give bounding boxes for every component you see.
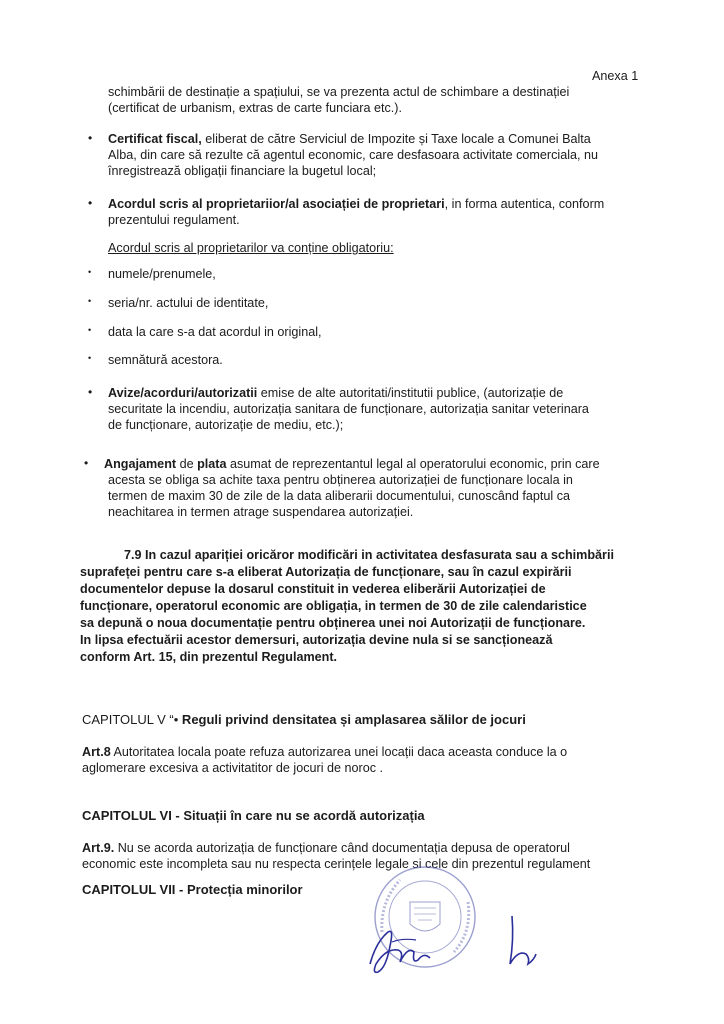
list-item: semnătură acestora.: [108, 353, 223, 367]
bullet-icon: •: [88, 196, 93, 210]
acord-item: [108, 196, 648, 228]
chapter-7-title: - Protecția minorilor: [175, 882, 303, 897]
chapter-5-prefix: CAPITOLUL V: [82, 712, 170, 727]
art79-line: documentelor depuse la dosarul constituit in vederea eliberării Autorizației de: [80, 582, 546, 596]
acord-text-2: prezentului regulament.: [108, 213, 240, 227]
bullet-icon: •: [88, 267, 92, 277]
angajament-text-2: acesta se obliga sa achite taxa pentru obținerea autorizației de funcționare locala in: [108, 473, 573, 487]
avize-item: [108, 385, 688, 433]
bullet-icon: •: [84, 456, 89, 470]
angajament-item: [104, 456, 664, 520]
bullet-icon: •: [88, 296, 92, 306]
intro-paragraph: [108, 84, 638, 116]
list-item: numele/prenumele,: [108, 267, 216, 281]
angajament-text-4: neachitarea in termen atrage suspendarea autorizației.: [108, 505, 414, 519]
chapter-7-prefix: CAPITOLUL VII: [82, 882, 176, 897]
art9-text-1: Nu se acorda autorizația de funcționare când documentația depusa de operatorul: [114, 841, 570, 855]
bullet-icon: •: [88, 325, 92, 335]
signature-icon: [362, 912, 442, 982]
chapter-5-title: Reguli privind densitatea și amplasarea sălilor de jocuri: [178, 712, 526, 727]
fiscal-text-3: înregistrează obligații financiare la bugetul local;: [108, 164, 377, 178]
angajament-text-3: termen de maxim 30 de zile de la data aliberarii documentului, cunoscând faptul ca: [108, 489, 571, 503]
chapter-6-heading: [82, 808, 425, 823]
art8-label: Art.8: [82, 745, 111, 759]
angajament-title: Angajament: [104, 457, 177, 471]
fiscal-item: [108, 131, 648, 179]
angajament-plata: plata: [197, 457, 227, 471]
avize-title: Avize/acorduri/autorizatii: [108, 386, 258, 400]
chapter-5-heading: [82, 712, 526, 727]
list-item: data la care s-a dat acordul in original,: [108, 325, 322, 339]
angajament-de: de: [176, 457, 198, 471]
art79-line: funcționare, operatorul economic are obligația, in termen de 30 de zile calendaristice: [80, 599, 587, 613]
bullet-icon: •: [88, 353, 92, 363]
art8-text-2: aglomerare excesiva a activitatitor de jocuri de noroc .: [82, 761, 383, 775]
art9-label: Art.9.: [82, 841, 115, 855]
acord-subheading: Acordul scris al proprietarilor va conține obligatoriu:: [108, 241, 394, 255]
chapter-7-heading: [82, 882, 303, 897]
art79-line: 7.9 In cazul apariției oricăror modificări in activitatea desfasurata sau a schimbării: [124, 548, 614, 562]
avize-text-3: de funcționare, autorizație de mediu, etc.);: [108, 418, 344, 432]
acord-text-1: , in forma autentica, conform: [444, 197, 605, 211]
acord-title: Acordul scris al proprietariior/al asociației de proprietari: [108, 197, 445, 211]
bullet-icon: •: [88, 385, 93, 399]
art8-text-1: Autoritatea locala poate refuza autorizarea unei locații daca aceasta conduce la o: [110, 745, 568, 759]
fiscal-title: Certificat fiscal,: [108, 132, 202, 146]
art9-text-2: economic este incompleta sau nu respecta cerințele legale si cele din prezentul regulament: [82, 857, 591, 871]
avize-text-2: securitate la incendiu, autorizația sanitara de funcționare, autorizația sanitar veterinara: [108, 402, 589, 416]
initials-icon: [500, 910, 540, 970]
intro-line-2: (certificat de urbanism, extras de carte funciara etc.).: [108, 101, 402, 115]
article-7-9: [80, 547, 670, 666]
art79-line: In lipsa efectuării acestor demersuri, autorizația devine nula si se sancționează: [80, 633, 553, 647]
article-8: [82, 744, 672, 776]
chapter-5-mark: “•: [169, 712, 179, 727]
angajament-text-1: asumat de reprezentantul legal al operatorului economic, prin care: [226, 457, 600, 471]
fiscal-text-2: Alba, din care să rezulte că agentul economic, care desfasoara activitate comerciala, nu: [108, 148, 599, 162]
fiscal-text-1: eliberat de către Serviciul de Impozite și Taxe locale a Comunei Balta: [201, 132, 591, 146]
chapter-6-prefix: CAPITOLUL VI: [82, 808, 172, 823]
bullet-icon: •: [88, 131, 93, 145]
avize-text-1: emise de alte autoritati/institutii publice, (autorizație de: [257, 386, 564, 400]
chapter-6-title: - Situații în care nu se acordă autorizația: [171, 808, 425, 823]
art79-line: conform Art. 15, din prezentul Regulament.: [80, 650, 338, 664]
intro-line-1: schimbării de destinație a spațiului, se va prezenta actul de schimbare a destinației: [108, 85, 570, 99]
art79-line: sa depună o noua documentație pentru obținerea unei noi Autorizații de funcționare.: [80, 616, 586, 630]
list-item: seria/nr. actului de identitate,: [108, 296, 269, 310]
art79-line: suprafeței pentru care s-a eliberat Autorizația de funcționare, sau în cazul expirării: [80, 565, 572, 579]
annex-label: Anexa 1: [592, 69, 639, 83]
